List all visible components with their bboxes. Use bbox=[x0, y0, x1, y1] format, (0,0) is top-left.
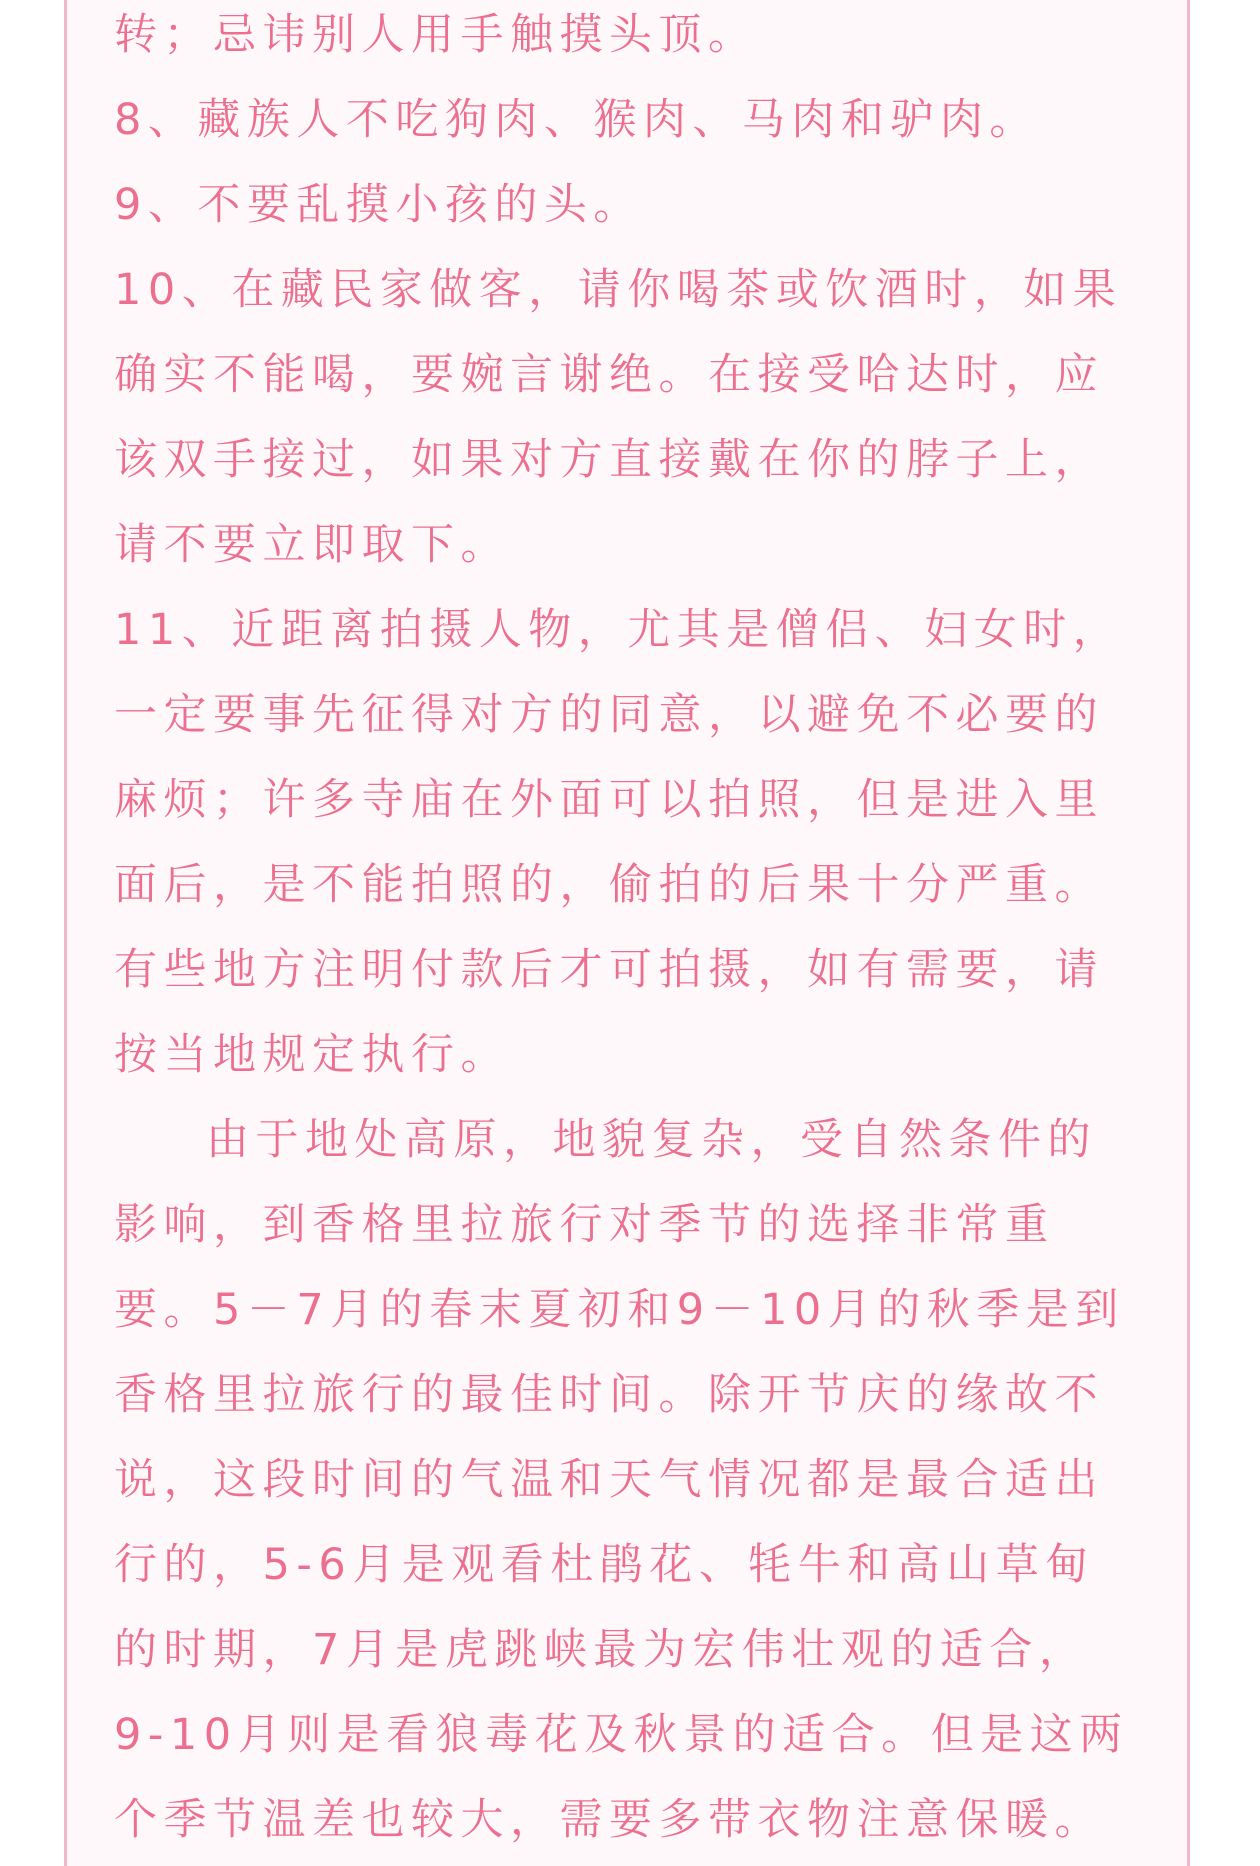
text-line: 麻烦；许多寺庙在外面可以拍照，但是进入里 bbox=[114, 775, 1104, 825]
text-line: 香格里拉旅行的最佳时间。除开节庆的缘故不 bbox=[114, 1370, 1104, 1420]
text-line: 请不要立即取下。 bbox=[114, 520, 510, 570]
text-line: 说，这段时间的气温和天气情况都是最合适出 bbox=[114, 1455, 1104, 1505]
text-line: 影响，到香格里拉旅行对季节的选择非常重 bbox=[114, 1200, 1055, 1250]
text-line: 行的，5-6月是观看杜鹃花、牦牛和高山草甸 bbox=[114, 1540, 1095, 1590]
text-line: 的时期，7月是虎跳峡最为宏伟壮观的适合， bbox=[114, 1625, 1089, 1675]
text-line: 该双手接过，如果对方直接戴在你的脖子上， bbox=[114, 435, 1104, 485]
text-line: 要。5－7月的春末夏初和9－10月的秋季是到 bbox=[114, 1285, 1125, 1335]
text-line: 9、不要乱摸小孩的头。 bbox=[114, 180, 643, 230]
article-text bbox=[114, 0, 1146, 1863]
text-line: 一定要事先征得对方的同意，以避免不必要的 bbox=[114, 690, 1104, 740]
text-line: 按当地规定执行。 bbox=[114, 1030, 510, 1080]
text-line: 11、近距离拍摄人物，尤其是僧侣、妇女时， bbox=[114, 605, 1123, 655]
text-line: 10、在藏民家做客，请你喝茶或饮酒时，如果 bbox=[114, 265, 1123, 315]
text-line: 8、藏族人不吃狗肉、猴肉、马肉和驴肉。 bbox=[114, 95, 1039, 145]
text-line: 9-10月则是看狼毒花及秋景的适合。但是这两 bbox=[114, 1710, 1129, 1760]
text-line: 面后，是不能拍照的，偷拍的后果十分严重。 bbox=[114, 860, 1104, 910]
text-line: 转；忌讳别人用手触摸头顶。 bbox=[114, 10, 758, 60]
text-line: 确实不能喝，要婉言谢绝。在接受哈达时，应 bbox=[114, 350, 1104, 400]
text-line: 个季节温差也较大，需要多带衣物注意保暖。 bbox=[114, 1795, 1104, 1845]
paragraph-start-line: 由于地处高原，地貌复杂，受自然条件的 bbox=[206, 1115, 1097, 1165]
text-line: 有些地方注明付款后才可拍摄，如有需要，请 bbox=[114, 945, 1104, 995]
